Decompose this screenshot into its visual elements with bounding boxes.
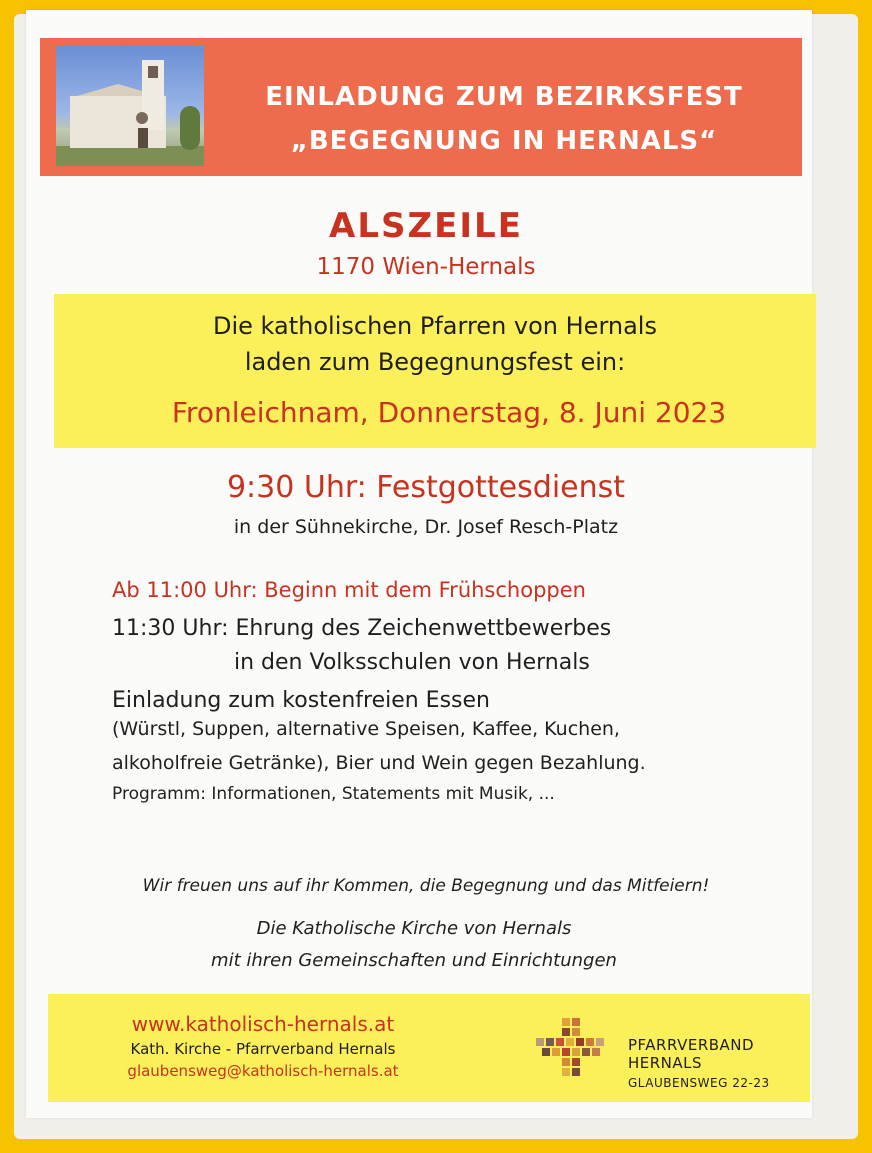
org-name: Kath. Kirche - Pfarrverband Hernals — [130, 1040, 396, 1058]
invitation-line1: Die katholischen Pfarren von Hernals — [213, 312, 657, 340]
service-title: 9:30 Uhr: Festgottesdienst — [226, 470, 626, 505]
essen-line1: (Würstl, Suppen, alternative Speisen, Kaffee, Kuchen, — [112, 718, 620, 740]
ehrung-line1: 11:30 Uhr: Ehrung des Zeichenwettbewerbes — [112, 616, 612, 641]
logo-line1: PFARRVERBAND — [628, 1036, 755, 1054]
ehrung-line2: in den Volksschulen von Hernals — [234, 650, 590, 675]
essen-line2: alkoholfreie Getränke), Bier und Wein gegen Bezahlung. — [112, 752, 646, 774]
church-photo — [56, 46, 204, 166]
closing-line1: Wir freuen uns auf ihr Kommen, die Begegnung und das Mitfeiern! — [142, 876, 710, 896]
essen-line3: Programm: Informationen, Statements mit Musik, ... — [112, 784, 555, 804]
header-title-line1: EINLADUNG ZUM BEZIRKSFEST — [265, 82, 743, 112]
invitation-line2: laden zum Begegnungsfest ein: — [244, 348, 626, 376]
essen-title: Einladung zum kostenfreien Essen — [112, 688, 490, 713]
logo-line2: HERNALS — [628, 1054, 703, 1072]
closing-line2: Die Katholische Kirche von Hernals — [256, 918, 572, 939]
closing-line3: mit ihren Gemeinschaften und Einrichtungen — [211, 950, 617, 971]
pfarrverband-logo-icon — [536, 1018, 614, 1084]
fruehschoppen-text: Ab 11:00 Uhr: Beginn mit dem Frühschoppen — [112, 578, 586, 602]
street-name: ALSZEILE — [329, 206, 523, 246]
district-name: 1170 Wien-Hernals — [316, 254, 536, 280]
service-place: in der Sühnekirche, Dr. Josef Resch-Platz — [233, 516, 619, 538]
email-link[interactable]: glaubensweg@katholisch-hernals.at — [127, 1062, 399, 1080]
event-date: Fronleichnam, Donnerstag, 8. Juni 2023 — [171, 396, 727, 429]
header-title-line2: „BEGEGNUNG IN HERNALS“ — [290, 126, 718, 156]
logo-line3: GLAUBENSWEG 22-23 — [628, 1076, 770, 1090]
website-link[interactable]: www.katholisch-hernals.at — [131, 1012, 395, 1036]
